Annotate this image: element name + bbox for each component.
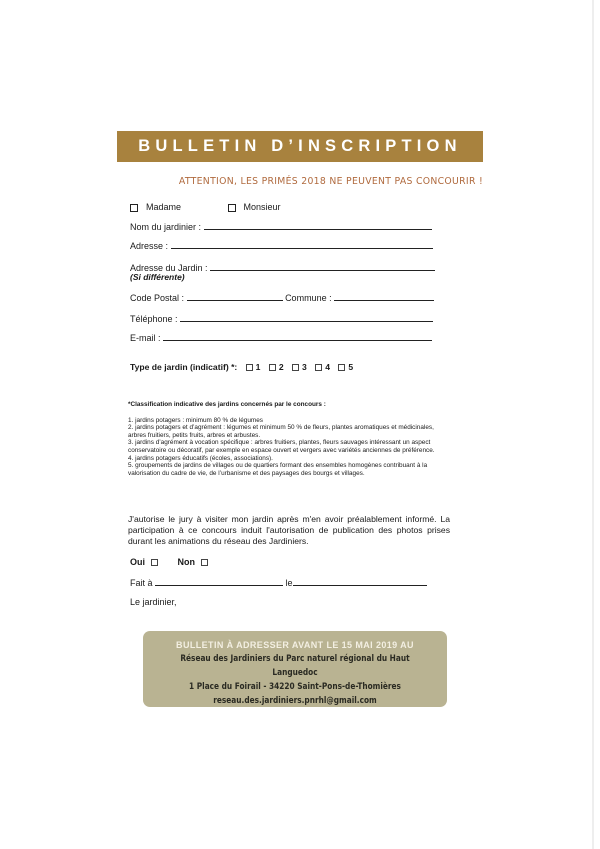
mailing-organization: Réseau des Jardiniers du Parc naturel régional du Haut Languedoc bbox=[180, 654, 410, 678]
classification-item: 5. groupements de jardins de villages ou de quartiers formant des ensembles homogènes contribuant à la valorisation du cadre de vie, de l’urbanisme et des paysages des bourgs et villages. bbox=[128, 462, 428, 477]
scan-edge bbox=[592, 0, 594, 849]
le-label: le bbox=[285, 578, 293, 588]
code-postal-label: Code Postal : bbox=[130, 293, 185, 303]
email-row bbox=[130, 332, 432, 343]
nom-field[interactable] bbox=[204, 221, 432, 230]
madame-label: Madame bbox=[146, 202, 182, 212]
monsieur-checkbox[interactable] bbox=[228, 204, 236, 212]
classification-item: 3. jardins d’agrément à vocation spécifique : arbres fruitiers, plantes, fleurs sauvages intéressant un aspect conservatoire ou décoratif, par exemple en espace ouvert et vergers avec variétés anciennes de préférence. bbox=[128, 439, 435, 454]
fait-a-row bbox=[130, 577, 427, 588]
civilite-row bbox=[130, 202, 281, 212]
oui-label: Oui bbox=[130, 557, 145, 567]
type-5-label: 5 bbox=[348, 362, 354, 372]
type-3-label: 3 bbox=[302, 362, 307, 372]
adresse-jardin-label: Adresse du Jardin : bbox=[130, 263, 208, 273]
code-postal-field[interactable] bbox=[187, 292, 283, 301]
type-1-checkbox[interactable] bbox=[246, 364, 253, 371]
telephone-field[interactable] bbox=[180, 313, 433, 322]
autorisation-text: J'autorise le jury à visiter mon jardin après m'en avoir préalablement informé. La participation à ce concours induit l'autorisation de publication des photos prises durant les animations du réseau des Jardiniers. bbox=[128, 514, 450, 546]
type-4-checkbox[interactable] bbox=[315, 364, 322, 371]
classification-heading: *Classification indicative des jardins concernés par le concours : bbox=[128, 401, 326, 408]
form-title: BULLETIN D’INSCRIPTION bbox=[117, 131, 483, 162]
type-jardin-label: Type de jardin (indicatif) *: bbox=[130, 362, 238, 372]
adresse-row bbox=[130, 240, 433, 251]
type-2-checkbox[interactable] bbox=[269, 364, 276, 371]
commune-label: Commune : bbox=[285, 293, 332, 303]
mailing-deadline: BULLETIN À ADRESSER AVANT LE 15 MAI 2019 AU bbox=[176, 640, 414, 650]
adresse-label: Adresse : bbox=[130, 241, 169, 251]
oui-non-row bbox=[130, 557, 211, 567]
type-jardin-row bbox=[130, 362, 353, 372]
classification-item: 2. jardins potagers et d’agrément : légumes et minimum 50 % de fleurs, plantes aromatiques et médicinales, arbres fruitiers, petits fruits, arbres et arbustes. bbox=[128, 424, 434, 439]
non-label: Non bbox=[177, 557, 196, 567]
type-2-label: 2 bbox=[278, 362, 284, 372]
madame-checkbox[interactable] bbox=[130, 204, 138, 212]
classification bbox=[128, 401, 450, 477]
classification-item: 4. jardins potagers éducatifs (écoles, associations). bbox=[128, 454, 273, 462]
classification-item: 1. jardins potagers : minimum 80 % de légumes bbox=[128, 416, 263, 424]
attention-notice: ATTENTION, LES PRIMÉS 2018 NE PEUVENT PAS CONCOURIR ! bbox=[178, 176, 483, 187]
non-checkbox[interactable] bbox=[201, 559, 208, 566]
adresse-jardin-field[interactable] bbox=[210, 262, 435, 271]
code-postal-row bbox=[130, 292, 434, 303]
commune-field[interactable] bbox=[334, 292, 434, 301]
fait-a-field[interactable] bbox=[155, 577, 283, 586]
monsieur-label: Monsieur bbox=[243, 202, 281, 212]
type-5-checkbox[interactable] bbox=[338, 364, 345, 371]
type-3-checkbox[interactable] bbox=[292, 364, 299, 371]
email-field[interactable] bbox=[163, 332, 432, 341]
email-label: E-mail : bbox=[130, 333, 161, 343]
telephone-label: Téléphone : bbox=[130, 314, 178, 324]
mailing-address-box bbox=[143, 631, 447, 707]
type-1-label: 1 bbox=[255, 362, 261, 372]
signature-label: Le jardinier, bbox=[130, 597, 177, 607]
nom-row bbox=[130, 221, 432, 232]
adresse-field[interactable] bbox=[171, 240, 433, 249]
mailing-email[interactable]: reseau.des.jardiniers.pnrhl@gmail.com bbox=[213, 696, 377, 706]
oui-checkbox[interactable] bbox=[151, 559, 158, 566]
type-4-label: 4 bbox=[325, 362, 330, 372]
telephone-row bbox=[130, 313, 433, 324]
nom-label: Nom du jardinier : bbox=[130, 222, 202, 232]
si-differente-note: (Si différente) bbox=[130, 272, 185, 282]
date-field[interactable] bbox=[293, 577, 427, 586]
fait-a-label: Fait à bbox=[130, 578, 153, 588]
mailing-street: 1 Place du Foirail - 34220 Saint-Pons-de-Thomières bbox=[189, 682, 401, 692]
